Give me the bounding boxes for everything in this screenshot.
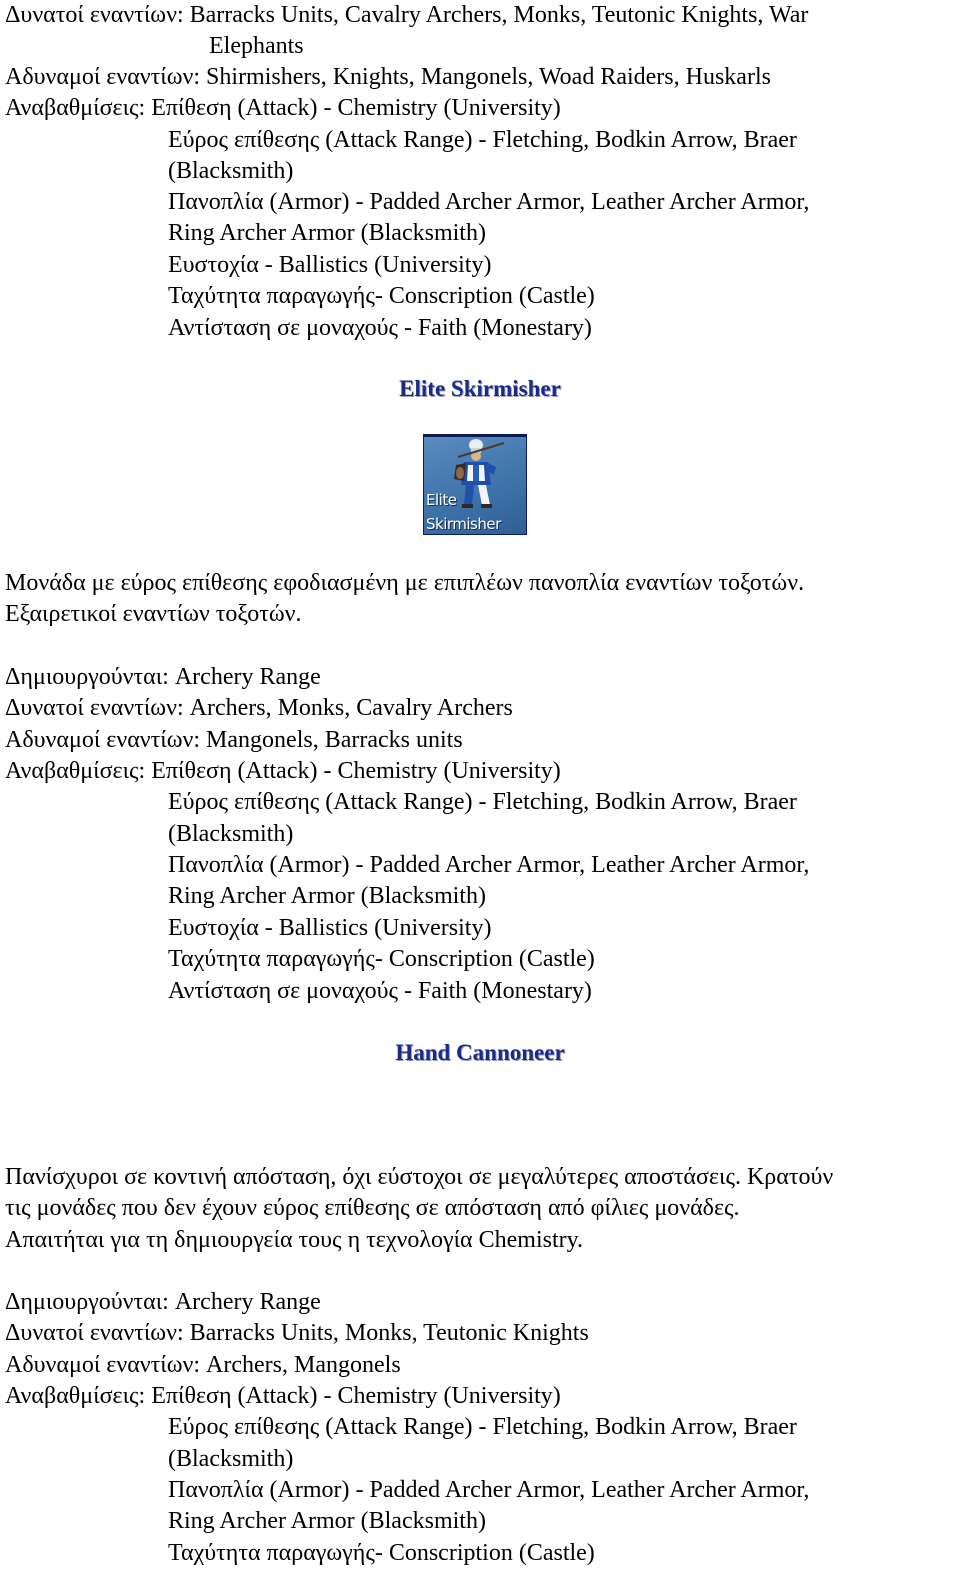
upgrade-armor-text-cont: Ring Archer Armor (Blacksmith) (168, 220, 486, 246)
icon-caption-elite: Elite (426, 491, 457, 509)
elite-skirmisher-upgrade-armor-cont: Ring Archer Armor (Blacksmith) (168, 883, 486, 909)
elite-skirmisher-upgrade-production: Ταχύτητα παραγωγής- Conscription (Castle) (168, 946, 595, 972)
hand-cannoneer-upgrade-armor: Πανοπλία (Armor) - Padded Archer Armor, Leather Archer Armor, (168, 1477, 810, 1503)
hand-cannoneer-upgrade-range-cont: (Blacksmith) (168, 1446, 294, 1472)
upgrade-monk-resist-text: Αντίσταση σε μοναχούς - Faith (Monestary) (168, 315, 592, 341)
hand-cannoneer-upgrade-range: Εύρος επίθεσης (Attack Range) - Fletching, Bodkin Arrow, Braer (168, 1414, 797, 1440)
upgrade-range-text: Εύρος επίθεσης (Attack Range) - Fletching, Bodkin Arrow, Braer (168, 127, 797, 153)
upgrade-attack-text: Αναβαθμίσεις: Επίθεση (Attack) - Chemistry (University) (5, 95, 561, 121)
elite-skirmisher-description-cont: Εξαιρετικοί εναντίων τοξοτών. (5, 601, 302, 627)
strong-against-text: Δυνατοί εναντίων: Barracks Units, Cavalry Archers, Monks, Teutonic Knights, War (5, 2, 809, 28)
strong-against-text-cont: Elephants (209, 33, 304, 59)
elite-skirmisher-heading: Elite Skirmisher (399, 376, 561, 401)
elite-skirmisher-description: Μονάδα με εύρος επίθεσης εφοδιασμένη με επιπλέων πανοπλία εναντίων τοξοτών. (5, 570, 805, 596)
hand-cannoneer-created-at: Δημιουργούνται: Archery Range (5, 1289, 321, 1315)
elite-skirmisher-weak-against: Αδυναμοί εναντίων: Mangonels, Barracks units (5, 727, 463, 753)
elite-skirmisher-created-at: Δημιουργούνται: Archery Range (5, 664, 321, 690)
elite-skirmisher-upgrade-range: Εύρος επίθεσης (Attack Range) - Fletching, Bodkin Arrow, Braer (168, 789, 797, 815)
hand-cannoneer-heading: Hand Cannoneer (395, 1040, 565, 1065)
hand-cannoneer-description-cont: τις μονάδες που δεν έχουν εύρος επίθεσης σε απόσταση από φίλιες μονάδες. (5, 1195, 740, 1221)
upgrade-accuracy-text: Ευστοχία - Ballistics (University) (168, 252, 492, 278)
upgrade-production-text: Ταχύτητα παραγωγής- Conscription (Castle) (168, 283, 595, 309)
hand-cannoneer-upgrade-armor-cont: Ring Archer Armor (Blacksmith) (168, 1508, 486, 1534)
hand-cannoneer-upgrade-attack: Αναβαθμίσεις: Επίθεση (Attack) - Chemistry (University) (5, 1383, 561, 1409)
elite-skirmisher-upgrade-range-cont: (Blacksmith) (168, 821, 294, 847)
hand-cannoneer-strong-against: Δυνατοί εναντίων: Barracks Units, Monks, Teutonic Knights (5, 1320, 589, 1346)
hand-cannoneer-upgrade-production: Ταχύτητα παραγωγής- Conscription (Castle) (168, 1540, 595, 1566)
elite-skirmisher-upgrade-monk-resist: Αντίσταση σε μοναχούς - Faith (Monestary) (168, 978, 592, 1004)
elite-skirmisher-icon (423, 434, 527, 535)
elite-skirmisher-upgrade-attack: Αναβαθμίσεις: Επίθεση (Attack) - Chemistry (University) (5, 758, 561, 784)
upgrade-armor-text: Πανοπλία (Armor) - Padded Archer Armor, Leather Archer Armor, (168, 189, 810, 215)
hand-cannoneer-description: Πανίσχυροι σε κοντινή απόσταση, όχι εύστοχοι σε μεγαλύτερες αποστάσεις. Κρατούν (5, 1164, 834, 1190)
hand-cannoneer-description-requirement: Απαιτήται για τη δημιουργεία τους η τεχνολογία Chemistry. (5, 1227, 584, 1253)
elite-skirmisher-upgrade-armor: Πανοπλία (Armor) - Padded Archer Armor, Leather Archer Armor, (168, 852, 810, 878)
hand-cannoneer-weak-against: Αδυναμοί εναντίων: Archers, Mangonels (5, 1352, 401, 1378)
icon-caption-skirmisher: Skirmisher (426, 515, 501, 533)
elite-skirmisher-strong-against: Δυνατοί εναντίων: Archers, Monks, Cavalry Archers (5, 695, 513, 721)
elite-skirmisher-upgrade-accuracy: Ευστοχία - Ballistics (University) (168, 915, 492, 941)
weak-against-text: Αδυναμοί εναντίων: Shirmishers, Knights, Mangonels, Woad Raiders, Huskarls (5, 64, 771, 90)
upgrade-range-text-cont: (Blacksmith) (168, 158, 294, 184)
